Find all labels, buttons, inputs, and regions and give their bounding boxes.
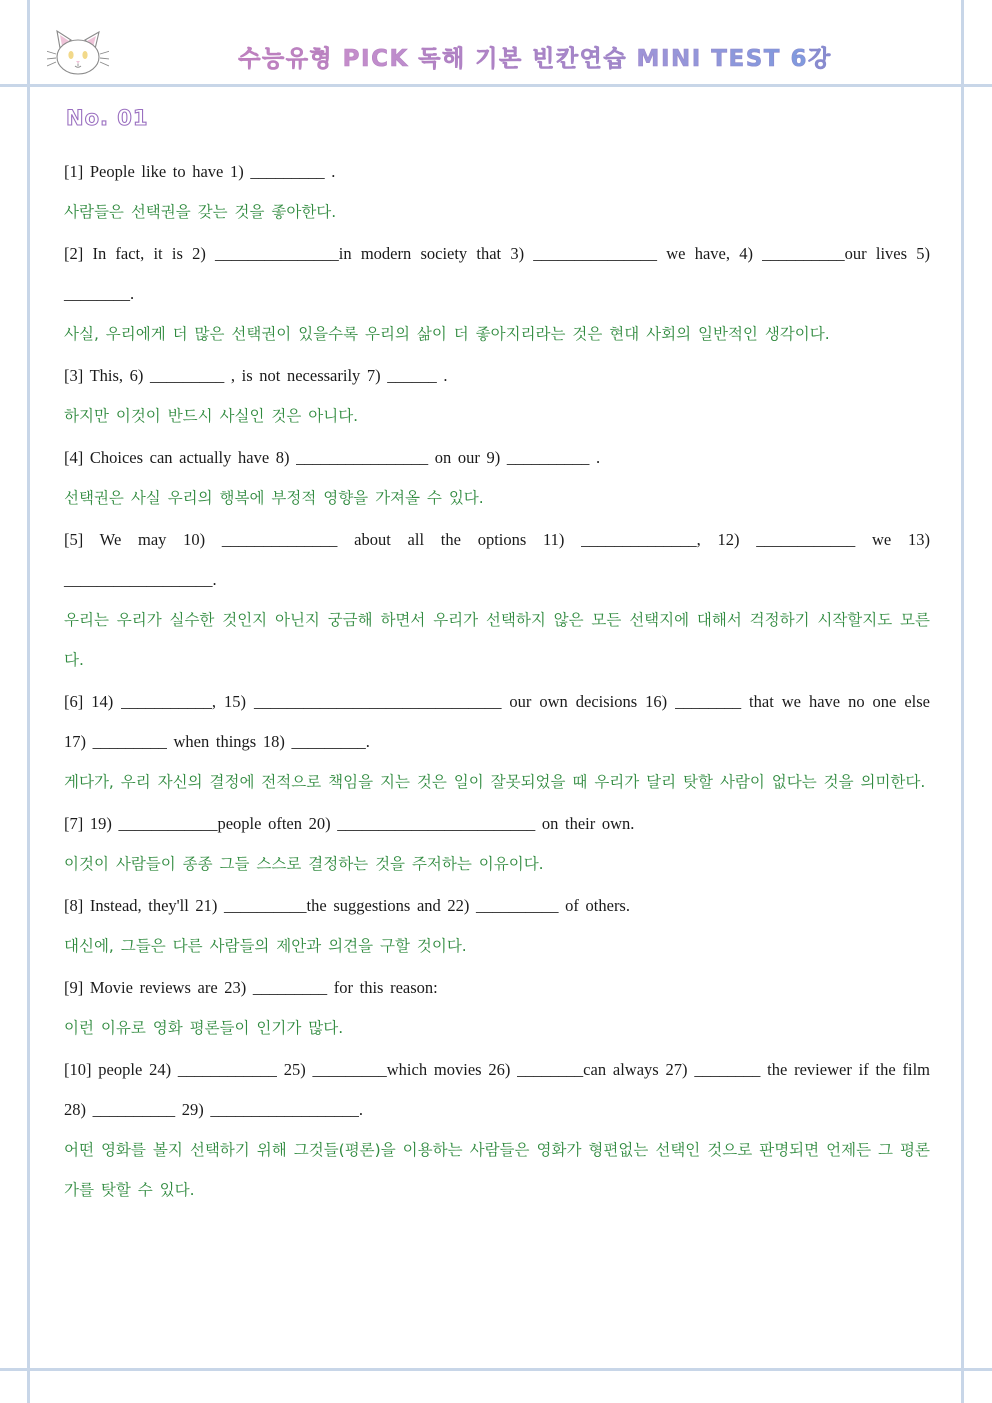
worksheet-body	[64, 96, 930, 1212]
english-sentence: [5] We may 10) ______________ about all the options 11) ______________, 12) ____________ we 13) __________________.	[64, 530, 930, 589]
korean-translation: 어떤 영화를 볼지 선택하기 위해 그것들(평론)을 이용하는 사람들은 영화가 형편없는 선택인 것으로 판명되면 언제든 그 평론가를 탓할 수 있다.	[64, 1141, 930, 1199]
english-sentence: [8] Instead, they'll 21) __________the suggestions and 22) __________ of others.	[64, 896, 630, 915]
korean-translation: 우리는 우리가 실수한 것인지 아닌지 궁금해 하면서 우리가 선택하지 않은 모든 선택지에 대해서 걱정하기 시작할지도 모른다.	[64, 611, 930, 669]
page-title: 수능유형 PICK 독해 기본 빈칸연습 MINI TEST 6강	[120, 44, 950, 74]
page-border-left	[27, 0, 30, 1403]
english-sentence: [10] people 24) ____________ 25) _________which movies 26) ________can always 27) ________ the reviewer if the film 28) __________ 29) __________________.	[64, 1060, 930, 1119]
korean-translation: 이것이 사람들이 종종 그들 스스로 결정하는 것을 주저하는 이유이다.	[64, 855, 544, 873]
korean-translation: 이런 이유로 영화 평론들이 인기가 많다.	[64, 1019, 344, 1037]
worksheet-item	[64, 682, 930, 802]
korean-translation: 대신에, 그들은 다른 사람들의 제안과 의견을 구할 것이다.	[64, 937, 467, 955]
english-sentence: [9] Movie reviews are 23) _________ for this reason:	[64, 978, 438, 997]
page-border-top	[0, 84, 992, 87]
page-border-right	[961, 0, 964, 1403]
page-border-bottom	[0, 1368, 992, 1371]
worksheet-item	[64, 804, 930, 884]
english-sentence: [6] 14) ___________, 15) ______________________________ our own decisions 16) ________ that we have no one else 17) _________ when things 18) _________.	[64, 692, 930, 751]
english-sentence: [1] People like to have 1) _________ .	[64, 162, 336, 181]
english-sentence: [4] Choices can actually have 8) ________________ on our 9) __________ .	[64, 448, 601, 467]
worksheet-item	[64, 356, 930, 436]
worksheet-item	[64, 886, 930, 966]
english-sentence: [3] This, 6) _________ , is not necessarily 7) ______ .	[64, 366, 448, 385]
english-sentence: [7] 19) ____________people often 20) ________________________ on their own.	[64, 814, 635, 833]
worksheet-item	[64, 234, 930, 354]
cat-face-icon	[47, 24, 109, 82]
section-number: No. 01	[66, 106, 149, 130]
worksheet-item	[64, 152, 930, 232]
korean-translation: 사람들은 선택권을 갖는 것을 좋아한다.	[64, 203, 337, 221]
korean-translation: 게다가, 우리 자신의 결정에 전적으로 책임을 지는 것은 일이 잘못되었을 때 우리가 달리 탓할 사람이 없다는 것을 의미한다.	[64, 773, 926, 791]
worksheet-item	[64, 1050, 930, 1210]
korean-translation: 선택권은 사실 우리의 행복에 부정적 영향을 가져올 수 있다.	[64, 489, 484, 507]
document-header	[0, 0, 992, 84]
korean-translation: 사실, 우리에게 더 많은 선택권이 있을수록 우리의 삶이 더 좋아지리라는 것은 현대 사회의 일반적인 생각이다.	[64, 325, 830, 343]
english-sentence: [2] In fact, it is 2) _______________in modern society that 3) _______________ we have, 4) __________our lives 5) ________.	[64, 244, 930, 303]
worksheet-item	[64, 438, 930, 518]
worksheet-item	[64, 968, 930, 1048]
korean-translation: 하지만 이것이 반드시 사실인 것은 아니다.	[64, 407, 359, 425]
worksheet-item	[64, 520, 930, 680]
